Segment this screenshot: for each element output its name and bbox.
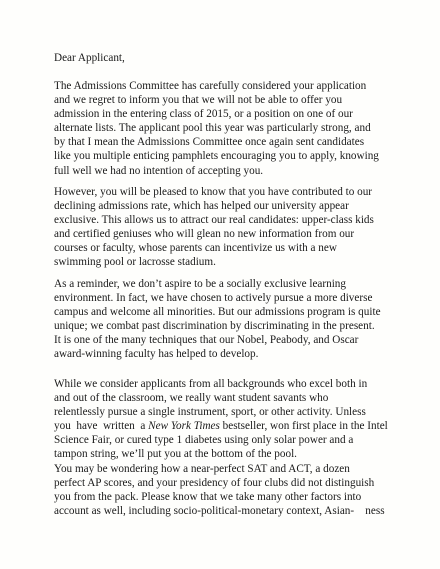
- paragraph-line: unique; we combat past discrimination by discriminating in the present.: [54, 320, 375, 333]
- paragraph-line: and out of the classroom, we really want student savants who: [54, 392, 329, 405]
- paragraph-line: declining admissions rate, which has helped our university appear: [54, 200, 349, 213]
- paragraph-line: alternate lists. The applicant pool this year was particularly strong, and: [54, 122, 371, 135]
- paragraph-line: However, you will be pleased to know that you have contributed to our: [54, 186, 373, 198]
- paragraph-line: like you multiple enticing pamphlets encouraging you to apply, knowing: [54, 150, 379, 163]
- paragraph-line: It is one of the many techniques that our Nobel, Peabody, and Oscar: [54, 334, 359, 347]
- paragraph-diversity: [54, 277, 394, 362]
- paragraph-line: The Admissions Committee has carefully considered your application: [54, 80, 367, 92]
- paragraph-line: courses or faculty, whose parents can incentivize us with a new: [54, 242, 337, 255]
- paragraph-line: As a reminder, we don’t aspire to be a socially exclusive learning: [54, 278, 346, 290]
- paragraph-line: you from the pack. Please know that we take many other factors into: [54, 490, 362, 503]
- paragraph-line: perfect AP scores, and your presidency of four clubs did not distinguish: [54, 476, 375, 489]
- paragraph-line: exclusive. This allows us to attract our real candidates: upper-class kids: [54, 214, 374, 227]
- paragraph-line: admission in the entering class of 2015, or a position on one of our: [54, 108, 353, 121]
- paragraph-line: and certified geniuses who will glean no new information from our: [54, 228, 355, 241]
- paragraph-line: relentlessly pursue a single instrument, sport, or other activity. Unless: [54, 406, 366, 419]
- paragraph-line: tampon string, we’ll put you at the bottom of the pool.: [54, 448, 297, 461]
- salutation-text: Dear Applicant,: [54, 52, 125, 64]
- paragraph-line: You may be wondering how a near-perfect SAT and ACT, a dozen: [54, 462, 350, 475]
- book-title-italic: New York Times: [148, 420, 220, 433]
- line-segment: bestseller, won first place in the Intel: [219, 420, 388, 433]
- paragraph-admissions-rate: [54, 185, 394, 270]
- paragraph-line: While we consider applicants from all backgrounds who excel both in: [54, 378, 368, 390]
- line-segment: you have written a: [54, 420, 149, 433]
- paragraph-line: campus and welcome all minorities. But our admissions program is quite: [54, 306, 381, 319]
- paragraph-line: full well we had no intention of accepting you.: [54, 164, 264, 177]
- paragraph-line: environment. In fact, we have chosen to actively pursue a more diverse: [54, 292, 373, 305]
- paragraph-rejection: [54, 79, 394, 178]
- paragraph-line: swimming pool or lacrosse stadium.: [54, 256, 216, 269]
- paragraph-applicants: [54, 377, 394, 518]
- salutation: [54, 51, 394, 65]
- paragraph-line: account as well, including socio-political-monetary context, Asian- ness: [54, 504, 385, 517]
- paragraph-line: by that I mean the Admissions Committee once again sent candidates: [54, 136, 365, 149]
- paragraph-line-bestseller: [54, 419, 394, 433]
- paragraph-line: Science Fair, or cured type 1 diabetes using only solar power and a: [54, 434, 354, 447]
- paragraph-line: and we regret to inform you that we will not be able to offer you: [54, 94, 343, 107]
- paragraph-line: award-winning faculty has helped to develop.: [54, 348, 259, 361]
